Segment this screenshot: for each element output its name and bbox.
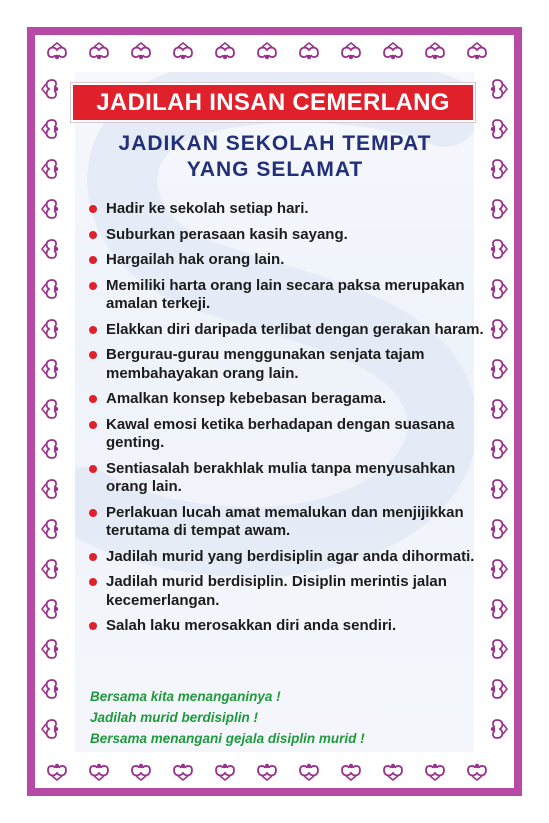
ornament-motif-icon [90, 764, 108, 780]
ornament-motif-icon [42, 600, 58, 618]
ornament-motif-icon [42, 200, 58, 218]
ornament-motif-icon [42, 360, 58, 378]
rule-item [88, 390, 488, 409]
ornament-motif-icon [42, 720, 58, 738]
bullet-icon [89, 326, 97, 334]
rule-text: Memiliki harta orang lain secara paksa merupakan amalan terkeji. [106, 276, 465, 312]
rule-item [88, 226, 488, 245]
rule-item [88, 617, 488, 636]
ornament-motif-icon [342, 764, 360, 780]
ornament-motif-icon [491, 600, 507, 618]
rule-text: Elakkan diri daripada terlibat dengan gerakan haram. [106, 320, 484, 338]
rule-text: Salah laku merosakkan diri anda sendiri. [106, 617, 397, 634]
closing-slogan: Bersama kita menanganinya ! [90, 689, 281, 704]
title-banner [73, 85, 473, 120]
rule-text: Sentiasalah berakhlak mulia tanpa menyusahkan orang lain. [106, 459, 456, 495]
ornament-motif-icon [491, 480, 507, 498]
rules-list [88, 200, 488, 643]
ornament-motif-icon [258, 764, 276, 780]
bullet-icon [89, 395, 97, 403]
ornament-motif-icon [426, 764, 444, 780]
rule-item [88, 200, 488, 219]
ornament-motif-icon [42, 160, 58, 178]
ornament-motif-icon [426, 43, 444, 59]
ornament-motif-icon [491, 240, 507, 258]
ornament-motif-icon [42, 560, 58, 578]
ornament-motif-icon [491, 280, 507, 298]
bullet-icon [89, 282, 97, 290]
ornament-motif-icon [132, 764, 150, 780]
ornament-motif-icon [90, 43, 108, 59]
ornament-motif-icon [42, 120, 58, 138]
ornament-motif-icon [491, 640, 507, 658]
closing-slogans [90, 686, 490, 749]
ornament-motif-icon [42, 240, 58, 258]
bullet-icon [89, 421, 97, 429]
ornament-motif-icon [174, 764, 192, 780]
ornament-motif-icon [42, 520, 58, 538]
ornament-motif-icon [491, 400, 507, 418]
ornament-motif-icon [491, 720, 507, 738]
ornament-motif-icon [132, 43, 150, 59]
rule-item [88, 548, 488, 567]
rule-item [88, 573, 488, 610]
ornament-motif-icon [491, 200, 507, 218]
bullet-icon [89, 256, 97, 264]
ornament-motif-icon [342, 43, 360, 59]
ornament-motif-icon [300, 43, 318, 59]
rule-item [88, 251, 488, 270]
rule-text: Perlakuan lucah amat memalukan dan menjijikkan terutama di tempat awam. [106, 503, 464, 539]
ornament-motif-icon [42, 680, 58, 698]
ornament-motif-icon [491, 440, 507, 458]
ornament-motif-icon [384, 43, 402, 59]
ornament-motif-icon [491, 560, 507, 578]
ornament-motif-icon [42, 400, 58, 418]
bullet-icon [89, 465, 97, 473]
bullet-icon [89, 622, 97, 630]
ornament-motif-icon [491, 160, 507, 178]
bullet-icon [89, 553, 97, 561]
ornament-motif-icon [174, 43, 192, 59]
rule-text: Jadilah murid yang berdisiplin agar anda dihormati. [106, 547, 475, 565]
ornament-motif-icon [468, 43, 486, 59]
ornament-motif-icon [42, 280, 58, 298]
bullet-icon [89, 205, 97, 213]
rule-text: Hadir ke sekolah setiap hari. [106, 200, 309, 217]
subtitle-line-1: JADIKAN SEKOLAH TEMPAT [118, 132, 432, 155]
ornament-motif-icon [258, 43, 276, 59]
subtitle-line-2: YANG SELAMAT [186, 158, 364, 181]
ornament-motif-icon [48, 764, 66, 780]
bullet-icon [89, 509, 97, 517]
ornament-motif-icon [216, 43, 234, 59]
ornament-motif-icon [491, 80, 507, 98]
ornament-motif-icon [216, 764, 234, 780]
ornament-motif-icon [42, 440, 58, 458]
bullet-icon [89, 351, 97, 359]
ornament-motif-icon [42, 480, 58, 498]
rule-text: Bergurau-gurau menggunakan senjata tajam membahayakan orang lain. [106, 346, 425, 382]
closing-slogan: Jadilah murid berdisiplin ! [90, 710, 259, 725]
rule-item [88, 346, 488, 383]
closing-slogan: Bersama menangani gejala disiplin murid ! [90, 731, 365, 746]
rule-item [88, 321, 488, 340]
ornament-motif-icon [491, 120, 507, 138]
ornament-motif-icon [48, 43, 66, 59]
rule-item [88, 504, 488, 541]
rule-text: Amalkan konsep kebebasan beragama. [106, 390, 387, 407]
ornament-motif-icon [491, 680, 507, 698]
rule-item [88, 416, 488, 453]
ornament-motif-icon [491, 360, 507, 378]
rule-item [88, 277, 488, 314]
poster-title: JADILAH INSAN CEMERLANG [96, 88, 450, 116]
rule-text: Kawal emosi ketika berhadapan dengan suasana genting. [106, 415, 455, 451]
bullet-icon [89, 578, 97, 586]
ornament-motif-icon [300, 764, 318, 780]
ornament-motif-icon [491, 320, 507, 338]
ornament-motif-icon [42, 640, 58, 658]
ornament-motif-icon [468, 764, 486, 780]
rule-item [88, 460, 488, 497]
rule-text: Jadilah murid berdisiplin. Disiplin merintis jalan kecemerlangan. [106, 573, 447, 609]
ornament-motif-icon [42, 80, 58, 98]
ornament-motif-icon [491, 520, 507, 538]
bullet-icon [89, 231, 97, 239]
rule-text: Suburkan perasaan kasih sayang. [106, 225, 348, 243]
ornament-motif-icon [42, 320, 58, 338]
rule-text: Hargailah hak orang lain. [106, 251, 285, 268]
ornament-motif-icon [384, 764, 402, 780]
